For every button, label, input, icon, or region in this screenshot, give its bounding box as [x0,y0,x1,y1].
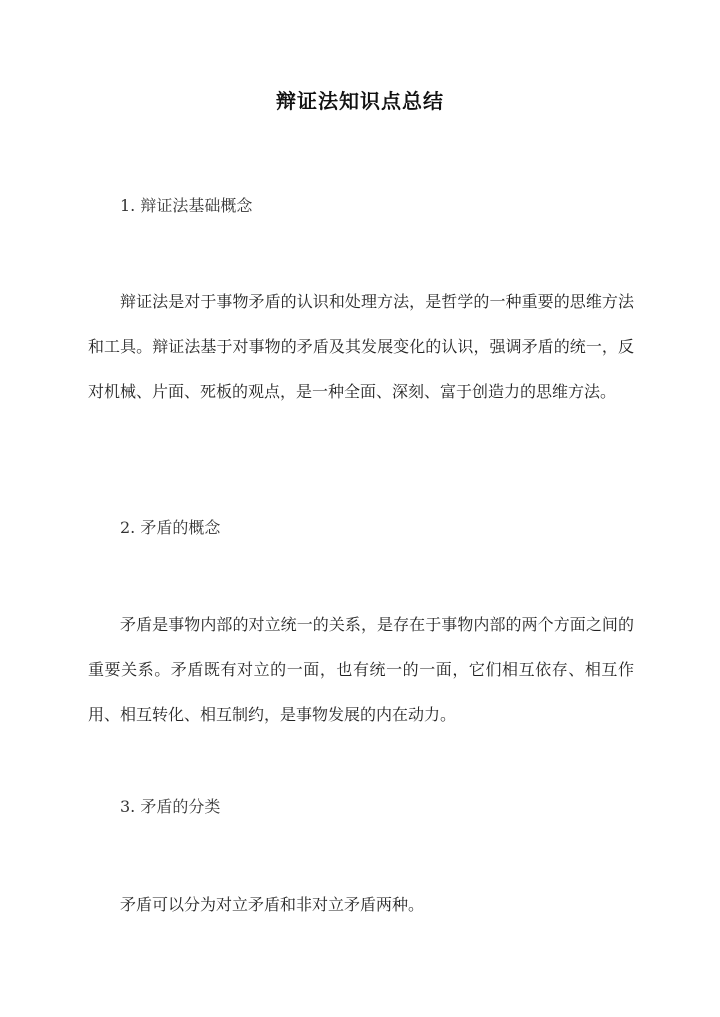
section-paragraph-3: 矛盾可以分为对立矛盾和非对立矛盾两种。 [120,895,425,914]
section-paragraph-1: 辩证法是对于事物矛盾的认识和处理方法，是哲学的一种重要的思维方法和工具。辩证法基于对事物的矛盾及其发展变化的认识，强调矛盾的统一，反对机械、片面、死板的观点，是一种全面、深刻、富于创造力的思维方法。 [88,292,634,401]
document-title: 辩证法知识点总结 [276,89,444,113]
section-paragraph-2: 矛盾是事物内部的对立统一的关系，是存在于事物内部的两个方面之间的重要关系。矛盾既有对立的一面，也有统一的一面，它们相互依存、相互作用、相互转化、相互制约，是事物发展的内在动力。 [88,615,634,724]
section-heading-3: 3. 矛盾的分类 [120,797,221,816]
section-heading-1: 1. 辩证法基础概念 [120,196,253,215]
section-heading-2: 2. 矛盾的概念 [120,518,221,537]
